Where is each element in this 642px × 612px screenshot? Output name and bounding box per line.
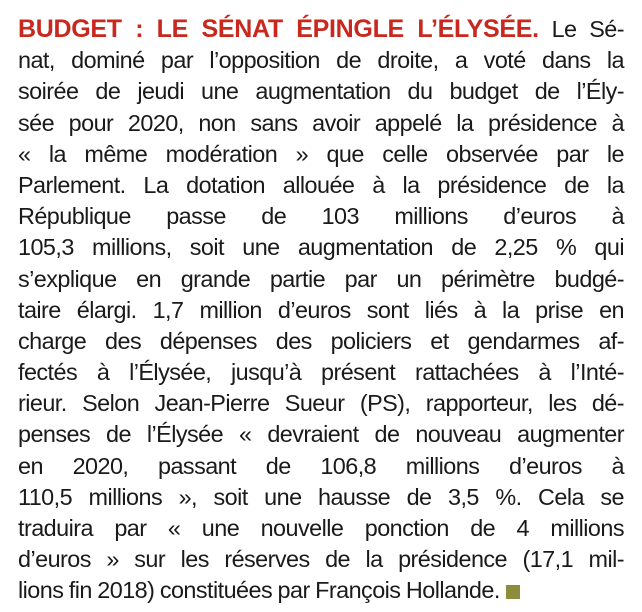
article-line: penses de l’Élysée « devraient de nouveau augmenter (18, 421, 624, 448)
article-line: rieur. Selon Jean-Pierre Sueur (PS), rapporteur, les dé- (18, 390, 624, 417)
article-line: 110,5 millions », soit une hausse de 3,5 %. Cela se (18, 483, 624, 510)
article-line-text: Le Sé- (551, 16, 624, 42)
article-line: s’explique en grande partie par un périmètre budgé- (18, 265, 624, 292)
article-line: Parlement. La dotation allouée à la présidence de la (18, 171, 624, 198)
article-headline: BUDGET : LE SÉNAT ÉPINGLE L’ÉLYSÉE. (18, 15, 539, 43)
article-line-text: lions fin 2018) constituées par François Hollande. (18, 577, 500, 604)
article-body (18, 14, 624, 607)
article-line: nat, dominé par l’opposition de droite, a voté dans la (18, 47, 624, 74)
article-line: taire élargi. 1,7 million d’euros sont liés à la prise en (18, 296, 624, 323)
article-line-last (18, 575, 624, 606)
article-line: traduira par « une nouvelle ponction de 4 millions (18, 515, 624, 541)
article-line: en 2020, passant de 106,8 millions d’euros à (18, 452, 624, 479)
article-line: « la même modération » que celle observée par le (18, 140, 624, 167)
article-line: 105,3 millions, soit une augmentation de 2,25 % qui (18, 234, 624, 261)
article-line: fectés à l’Élysée, jusqu’à présent rattachées à l’Inté- (18, 359, 624, 386)
end-of-article-square-icon (506, 585, 520, 599)
article-line: charge des dépenses des policiers et gendarmes af- (18, 327, 624, 354)
article-line: sée pour 2020, non sans avoir appelé la présidence à (18, 109, 624, 136)
article-line: République passe de 103 millions d’euros à (18, 203, 624, 230)
article-line-1 (18, 14, 624, 45)
article-line: soirée de jeudi une augmentation du budget de l’Ély- (18, 78, 624, 105)
article-line: d’euros » sur les réserves de la présidence (17,1 mil- (18, 546, 624, 573)
